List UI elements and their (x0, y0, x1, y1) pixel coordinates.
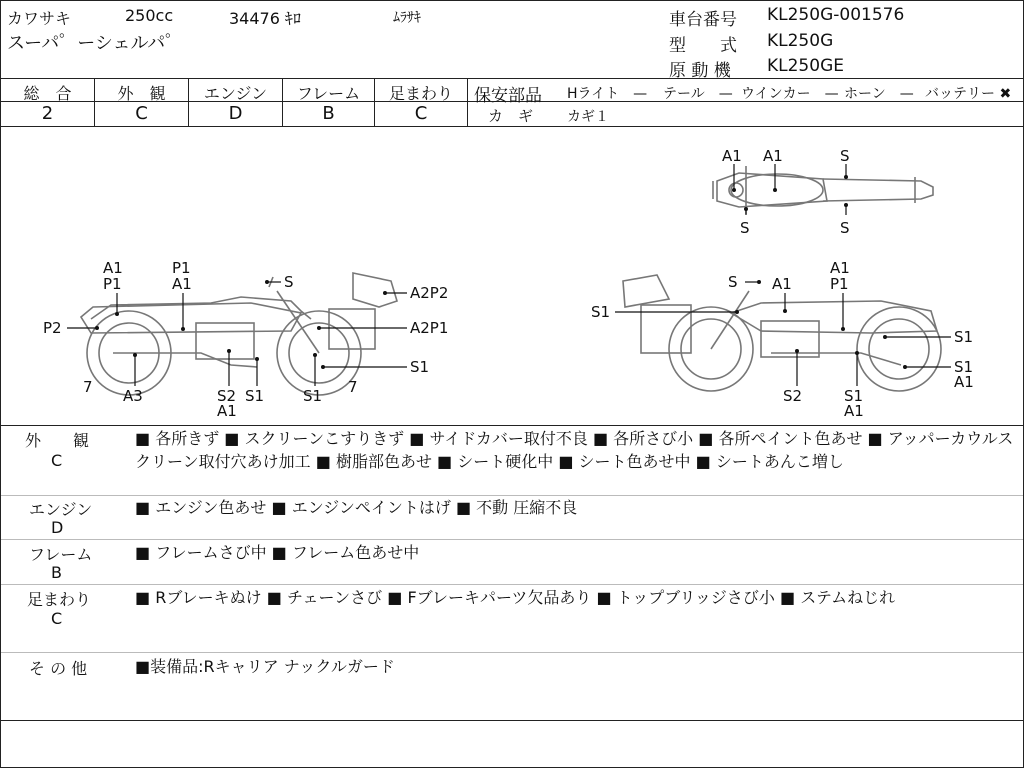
divider (467, 79, 468, 127)
mark-label: A1 (830, 259, 850, 277)
mark-label: S1 (410, 358, 430, 376)
safety-parts-label: 保安部品 (474, 86, 542, 106)
keys-value: カギ１ (567, 109, 609, 125)
remark-text-exterior: ■ 各所きず ■ スクリーンこすりきず ■ サイドカバー取付不良 ■ 各所さび小 ■ 各所ペイント色あせ ■ アッパーカウルスクリーン取付穴あけ加工 ■ 樹脂部色あせ ■ シート硬化中 ■ シート色あせ中 ■ シートあんこ増し (135, 429, 1014, 471)
damage-diagram (1, 127, 1023, 425)
mark-label: A1 (172, 275, 192, 293)
grade-header-overall: 総 合 (23, 84, 72, 103)
mark-label: S (740, 219, 750, 237)
safety-item-battery: バッテリー ✖ (925, 86, 1012, 102)
remark-grade-exterior: C (51, 451, 63, 470)
mark-label: P1 (830, 275, 849, 293)
divider (1, 539, 1023, 540)
remark-grade-suspension: C (51, 609, 63, 628)
remark-text-engine: ■ エンジン色あせ ■ エンジンペイントはげ ■ 不動 圧縮不良 (135, 498, 578, 517)
mark-label: S (840, 219, 850, 237)
safety-item-tail: テール — (663, 86, 733, 102)
engine-label: 原 動 機 (669, 61, 731, 81)
type-value: KL250G (767, 31, 834, 51)
grade-exterior: C (135, 103, 148, 124)
remark-title-exterior: 外 観 (25, 431, 90, 450)
engine-value: KL250GE (767, 56, 844, 76)
remark-title-frame: フレーム (29, 545, 93, 564)
safety-item-headlight: Hライト — (567, 86, 648, 102)
mark-label: A3 (123, 387, 143, 405)
type-label: 型 式 (669, 36, 737, 56)
remark-text-other: ■装備品:Rキャリア ナックルガード (135, 657, 395, 676)
mark-label: A1 (772, 275, 792, 293)
mark-label: 7 (83, 378, 93, 396)
mark-label: P1 (172, 259, 191, 277)
mark-label: P2 (43, 319, 62, 337)
mark-label: P1 (103, 275, 122, 293)
mark-label: A1 (954, 373, 974, 391)
grade-suspension: C (414, 103, 428, 124)
bike-left-view (81, 273, 397, 395)
remark-grade-engine: D (51, 518, 64, 537)
mark-label: S (840, 147, 850, 165)
bike-top-view (713, 166, 933, 214)
mark-label: S (728, 273, 738, 291)
mark-label: S2 (783, 387, 803, 405)
divider (1, 720, 1023, 721)
grade-header-frame: フレーム (296, 84, 361, 103)
divider (1, 584, 1023, 585)
grade-engine: D (228, 103, 243, 124)
body-color: ﾑﾗｻｷ (393, 10, 421, 26)
displacement: 250cc (125, 6, 174, 25)
mileage: 34476 ｷﾛ (229, 9, 301, 28)
keys-label: カ ギ (488, 107, 534, 125)
divider (1, 652, 1023, 653)
maker: カワサキ (7, 9, 72, 28)
divider (1, 425, 1023, 426)
grade-header-suspension: 足まわり (388, 84, 453, 103)
grade-overall: 2 (41, 103, 54, 124)
grade-header-exterior: 外 観 (117, 84, 166, 103)
remark-grade-frame: B (51, 563, 62, 582)
remark-text-frame: ■ フレームさび中 ■ フレーム色あせ中 (135, 543, 420, 562)
safety-item-horn: ホーン — (844, 86, 914, 102)
safety-item-winker: ウインカー — (741, 86, 839, 102)
mark-label: S1 (591, 303, 611, 321)
model-name: スーパ゜ーシェルパ゜ (7, 33, 184, 54)
mark-label: S2 (217, 387, 237, 405)
remark-title-engine: エンジン (29, 500, 93, 519)
frame-no-label: 車台番号 (669, 10, 737, 30)
mark-label: A2P2 (410, 284, 449, 302)
divider (1, 78, 1023, 79)
mark-label: A1 (722, 147, 742, 165)
mark-label: 7 (348, 378, 358, 396)
mark-label: A2P1 (410, 319, 449, 337)
grade-frame: B (322, 103, 335, 124)
mark-label: A1 (217, 402, 237, 420)
mark-label: S1 (844, 387, 864, 405)
mark-label: A1 (763, 147, 783, 165)
mark-label: A1 (103, 259, 123, 277)
mark-label: S1 (245, 387, 265, 405)
mark-label: S (284, 273, 294, 291)
mark-label: A1 (844, 402, 864, 420)
frame-no: KL250G-001576 (767, 5, 905, 25)
grade-header-engine: エンジン (203, 84, 268, 103)
mark-label: S1 (954, 358, 974, 376)
remark-title-suspension: 足まわり (27, 590, 92, 609)
mark-label: S1 (303, 387, 323, 405)
mark-label: S1 (954, 328, 974, 346)
remark-title-other: そ の 他 (29, 659, 88, 678)
remark-text-suspension: ■ Rブレーキぬけ ■ チェーンさび ■ Fブレーキパーツ欠品あり ■ トップブリッジさび小 ■ ステムねじれ (135, 588, 896, 607)
